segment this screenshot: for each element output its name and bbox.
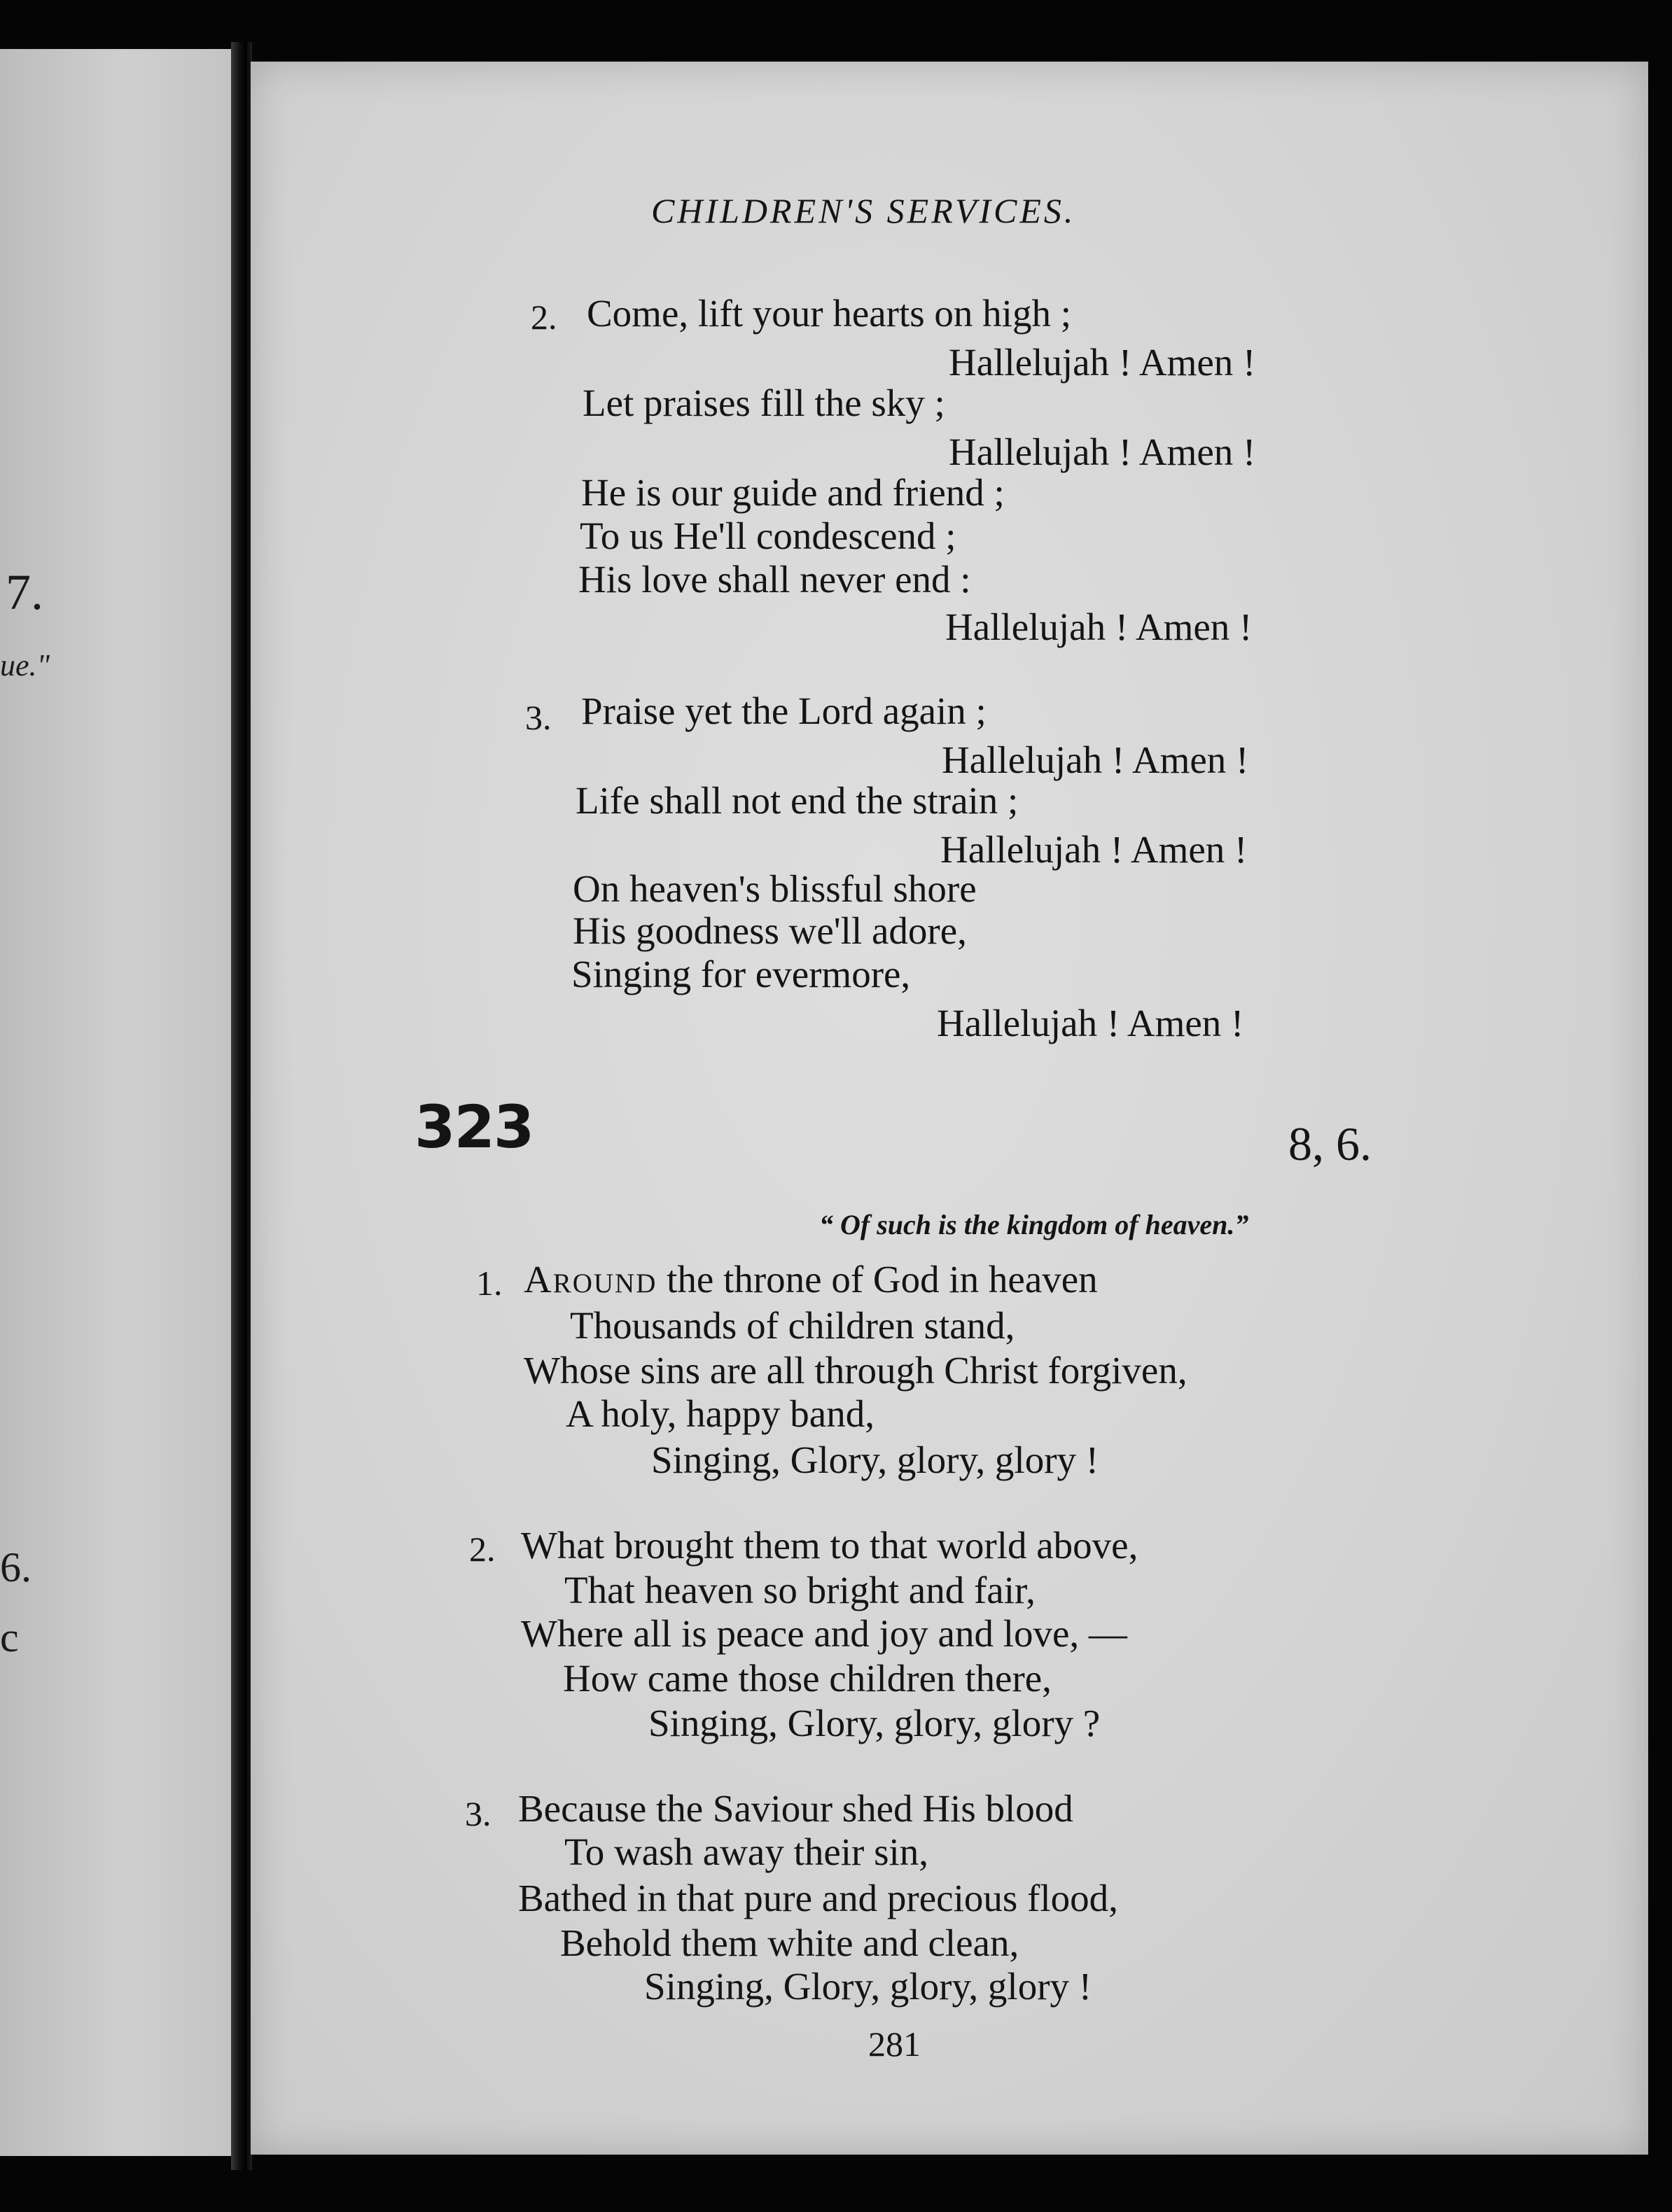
verse-number: 3. — [525, 698, 552, 737]
verse-number: 2. — [469, 1530, 496, 1569]
first-line-rest: the throne of God in heaven — [657, 1258, 1098, 1301]
hymn-line: On heaven's blissful shore — [573, 867, 977, 910]
hymn-line: To wash away their sin, — [564, 1830, 929, 1873]
verse-number: 2. — [531, 298, 557, 337]
hymn-line: Singing, Glory, glory, glory ? — [648, 1702, 1101, 1744]
left-page-fragment: c — [0, 1614, 19, 1660]
hymn-line: Life shall not end the strain ; — [576, 779, 1019, 822]
left-page-fragment: 6. — [0, 1544, 32, 1590]
left-facing-page — [0, 49, 231, 2156]
hymn-line: His love shall never end : — [578, 558, 971, 601]
hymn-line: Singing, Glory, glory, glory ! — [651, 1438, 1099, 1481]
running-head: CHILDREN'S SERVICES. — [651, 191, 1076, 230]
hymn-meter: 8, 6. — [1288, 1117, 1372, 1170]
hymn-line: His goodness we'll adore, — [573, 909, 967, 952]
hymn-line: Come, lift your hearts on high ; — [587, 292, 1071, 335]
hymn-line: Praise yet the Lord again ; — [581, 690, 987, 732]
hymn-line: Singing, Glory, glory, glory ! — [644, 1965, 1092, 2008]
hymn-number: 323 — [414, 1093, 534, 1161]
refrain-line: Hallelujah ! Amen ! — [942, 738, 1249, 781]
hymn-line: A holy, happy band, — [566, 1392, 875, 1435]
first-word: Around — [524, 1258, 657, 1301]
hymn-line: Where all is peace and joy and love, — — [521, 1612, 1127, 1655]
hymn-line: Bathed in that pure and precious flood, — [518, 1877, 1118, 1919]
refrain-line: Hallelujah ! Amen ! — [945, 606, 1253, 648]
left-page-fragment: ue." — [0, 648, 50, 682]
hymn-line: That heaven so bright and fair, — [564, 1569, 1036, 1611]
hymn-line: Because the Saviour shed His blood — [518, 1787, 1073, 1830]
hymn-line: Behold them white and clean, — [560, 1921, 1019, 1964]
refrain-line: Hallelujah ! Amen ! — [937, 1002, 1244, 1044]
hymn-line-first — [524, 1258, 1098, 1301]
hymn-line: What brought them to that world above, — [521, 1524, 1138, 1567]
hymn-line: How came those children there, — [563, 1657, 1052, 1700]
refrain-line: Hallelujah ! Amen ! — [949, 430, 1256, 473]
hymn-epigraph: “ Of such is the kingdom of heaven.” — [819, 1209, 1249, 1240]
left-page-fragment: 7. — [6, 564, 43, 620]
hymn-line: To us He'll condescend ; — [580, 514, 956, 557]
hymn-line: Whose sins are all through Christ forgiven, — [524, 1349, 1187, 1392]
hymn-line: Thousands of children stand, — [570, 1304, 1015, 1347]
refrain-line: Hallelujah ! Amen ! — [949, 341, 1256, 384]
page-number: 281 — [868, 2024, 921, 2064]
hymn-line: Let praises fill the sky ; — [583, 382, 945, 424]
hymn-line: Singing for evermore, — [571, 953, 911, 995]
hymn-line: He is our guide and friend ; — [581, 471, 1005, 514]
verse-number: 3. — [465, 1794, 492, 1833]
verse-number: 1. — [476, 1264, 503, 1303]
book-gutter — [231, 42, 252, 2170]
refrain-line: Hallelujah ! Amen ! — [940, 828, 1248, 871]
